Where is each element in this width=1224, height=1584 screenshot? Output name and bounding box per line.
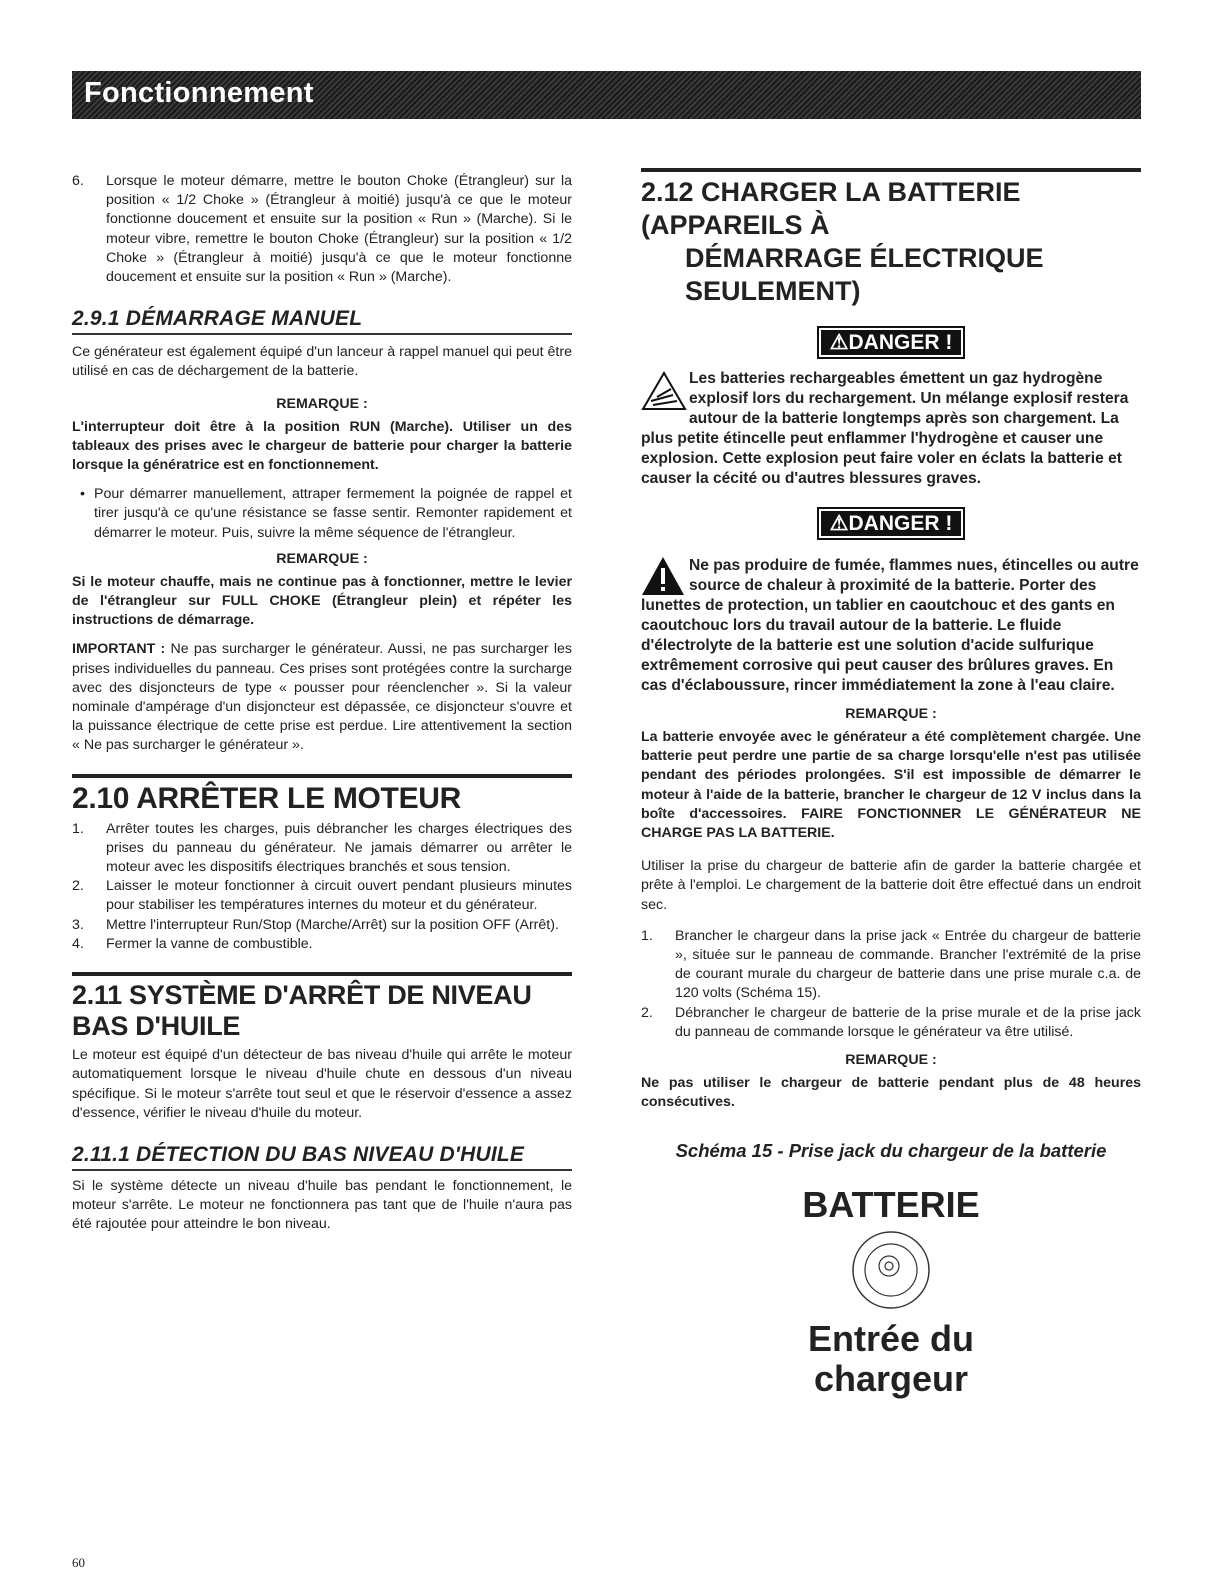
item-text: Débrancher le chargeur de batterie de la prise murale et de la prise jack du panneau de commande lorsque le générateur va être utilisé. [675, 1004, 1141, 1040]
title-line-1: 2.12 CHARGER LA BATTERIE (APPAREILS À [641, 177, 1021, 240]
charger-jack-icon [849, 1228, 933, 1312]
remark-title: REMARQUE : [276, 395, 368, 412]
warning-icon: ⚠ [829, 331, 849, 354]
important-text: Ne pas surcharger le générateur. Aussi, ne pas surcharger les prises individuelles du panneau. Ces prises sont protégées contre la surcharge avec des disjoncteurs de type « pousser pour réenclencher ». Si la valeur nominale d'ampérage d'un disjoncteur est dépassée, ce disjoncteur s'ouvre et la puissance électrique de cette prise est perdue. Lire attentivement la section « Ne pas surcharger le générateur ». [72, 641, 572, 754]
list-item [641, 927, 1141, 1004]
jack-graphic-wrapper [641, 1228, 1141, 1317]
danger-text: Ne pas produire de fumée, flammes nues, étincelles ou autre source de chaleur à proximité de la batterie. Porter des lunettes de protection, un tablier en caoutchouc et des gants en caoutchouc lors du travail autour de la batterie. Le fluide d'électrolyte de la batterie est une solution d'acide sulfurique extrêmement corrosive qui peut causer des brûlures graves. En cas d'éclaboussure, rincer immédiatement la zone à l'eau claire. [641, 557, 1139, 694]
warning-icon: ⚠ [829, 512, 849, 535]
list-item [72, 877, 572, 915]
figure-caption: Schéma 15 - Prise jack du chargeur de la batterie [675, 1140, 1107, 1162]
list-2-10 [72, 820, 572, 954]
section-title-2-12 [641, 168, 1141, 308]
remark-title: REMARQUE : [845, 1052, 937, 1069]
danger-message-2 [641, 556, 1141, 696]
important-label: IMPORTANT : [72, 641, 166, 658]
remark-title: REMARQUE : [845, 706, 937, 722]
item-text: Pour démarrer manuellement, attraper fermement la poignée de rappel et tirer jusqu'à ce qu'une résistance se fasse sentir. Remonter rapidement et démarrer le moteur. Puis, suivre la même séquence de l'étrangleur. [94, 486, 572, 541]
remark-text: La batterie envoyée avec le générateur a été complètement chargée. Une batterie peut perdre une partie de sa charge lorsqu'elle n'est pas utilisée pendant des périodes prolongées. S'il est impossible de démarrer le moteur à l'aide de la batterie, brancher le chargeur de 12 V inclus dans la boîte d'accessoires. FAIRE FONCTIONNER LE GÉNÉRATEUR NE CHARGE PAS LA BATTERIE. [641, 729, 1141, 842]
paragraph: Ce générateur est également équipé d'un lanceur à rappel manuel qui peut être utilisé en cas de déchargement de la batterie. [72, 344, 572, 380]
page-number: 60 [72, 1555, 85, 1570]
item-number: 1. [641, 927, 653, 944]
list-item [72, 935, 572, 954]
paragraph: Utiliser la prise du chargeur de batterie afin de garder la batterie chargée et prête à l'emploi. Le chargement de la batterie doit être effectué dans un endroit sec. [641, 858, 1141, 913]
bullet-icon: • [80, 486, 85, 503]
list-item [72, 485, 572, 543]
figure-battery-charger-jack [641, 1184, 1141, 1399]
item-number: 3. [72, 916, 84, 933]
list-item [72, 820, 572, 878]
banner-title: Fonctionnement [84, 77, 314, 109]
remark-text: Ne pas utiliser le chargeur de batterie pendant plus de 48 heures consécutives. [641, 1075, 1141, 1111]
item-number: 1. [72, 820, 84, 837]
warning-triangle-icon [641, 556, 685, 596]
item-number: 4. [72, 935, 84, 952]
title-line-2: DÉMARRAGE ÉLECTRIQUE SEULEMENT) [685, 243, 1044, 306]
right-column [641, 168, 1141, 1399]
item-number: 2. [72, 878, 84, 895]
explosion-warning-icon [641, 371, 687, 411]
item-text: Arrêter toutes les charges, puis débrancher les charges électriques des prises du panneau du générateur. Ne jamais démarrer ou arrêter le moteur avec les dispositifs électriques branchés et sous tension. [106, 820, 572, 876]
section-title-2-11: 2.11 SYSTÈME D'ARRÊT DE NIVEAU BAS D'HUILE [72, 972, 572, 1042]
list-item [72, 916, 572, 935]
remark-text: Si le moteur chauffe, mais ne continue pas à fonctionner, mettre le levier de l'étrangleur sur FULL CHOKE (Étrangleur plein) et répéter les instructions de démarrage. [72, 573, 572, 629]
section-title-2-10: 2.10 ARRÊTER LE MOTEUR [72, 774, 572, 816]
item-text: Mettre l'interrupteur Run/Stop (Marche/Arrêt) sur la position OFF (Arrêt). [106, 916, 559, 933]
item-text: Lorsque le moteur démarre, mettre le bouton Choke (Étrangleur) sur la position « 1/2 Choke » (Étrangleur à moitié) jusqu'à ce que le moteur fonctionne doucement et ensuite sur la position « Run » (Marche). Si le moteur vibre, remettre le bouton Choke (Étrangleur) sur la position « 1/2 Choke » (Étrangleur à moitié) jusqu'à ce que le moteur fonctionne doucement et ensuite sur la position « Run » (Marche). [106, 173, 572, 286]
figure-label-chargeur: chargeur [813, 1358, 969, 1400]
list-2-12 [641, 927, 1141, 1042]
section-banner [72, 71, 1141, 119]
left-column [72, 172, 572, 1235]
figure-label-batterie: BATTERIE [802, 1184, 980, 1226]
subsection-title-2-9-1: 2.9.1 DÉMARRAGE MANUEL [72, 307, 572, 335]
list-item-6 [72, 172, 572, 287]
figure-label-entree: Entrée du [807, 1318, 975, 1360]
danger-label [817, 326, 965, 359]
item-number: 6. [72, 173, 84, 189]
important-paragraph [72, 640, 572, 755]
item-text: Fermer la vanne de combustible. [106, 935, 313, 952]
danger-label-text: DANGER ! [848, 512, 953, 535]
item-number: 2. [641, 1004, 653, 1021]
paragraph: Si le système détecte un niveau d'huile bas pendant le fonctionnement, le moteur s'arrête. Le moteur ne fonctionnera pas tant que de l'huile n'aura pas été rajoutée pour atteindre le bon niveau. [72, 1177, 572, 1233]
subsection-title-2-11-1: 2.11.1 DÉTECTION DU BAS NIVEAU D'HUILE [72, 1143, 572, 1171]
remark-text: L'interrupteur doit être à la position RUN (Marche). Utiliser un des tableaux des prises avec le chargeur de batterie pour charger la batterie lorsque la génératrice est en fonctionnement. [72, 418, 572, 474]
danger-label-text: DANGER ! [848, 331, 953, 354]
danger-text: Les batteries rechargeables émettent un gaz hydrogène explosif lors du rechargement. Un mélange explosif restera autour de la batterie longtemps après son chargement. La plus petite étincelle peut enflammer l'hydrogène et causer une explosion. Cette explosion peut faire voler en éclats la batterie et causer la cécité ou d'autres blessures graves. [641, 370, 1129, 487]
item-text: Laisser le moteur fonctionner à circuit ouvert pendant plusieurs minutes pour stabiliser les températures internes du moteur et du générateur. [106, 878, 572, 914]
danger-label [817, 507, 965, 540]
list-item [641, 1004, 1141, 1042]
remark-title: REMARQUE : [276, 550, 368, 567]
item-text: Brancher le chargeur dans la prise jack « Entrée du chargeur de batterie », située sur le panneau de commande. Brancher l'extrémité de la prise de courant murale du chargeur de batterie dans une prise murale c.a. de 120 volts (Schéma 15). [675, 927, 1141, 1002]
paragraph: Le moteur est équipé d'un détecteur de bas niveau d'huile qui arrête le moteur automatiquement lorsque le niveau d'huile chute en dessous d'un niveau spécifique. Si le moteur s'arrête tout seul et que le réservoir d'essence a assez d'essence, vérifier le niveau d'huile du moteur. [72, 1047, 572, 1121]
danger-message-1 [641, 369, 1141, 489]
